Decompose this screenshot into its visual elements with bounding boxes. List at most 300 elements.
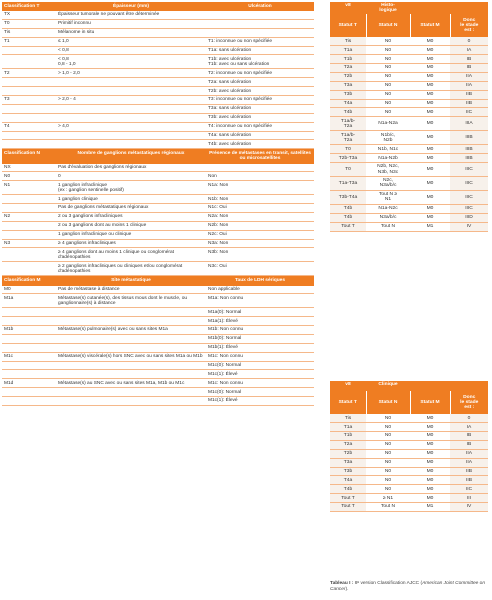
histo-cell: N1b/c, N2b [366, 131, 410, 145]
histo-cell: M0 [410, 46, 450, 55]
histo-row [330, 177, 488, 191]
histo-cell: N0 [366, 37, 410, 45]
n-cell: N1b: Non [206, 195, 314, 204]
n-cell: 1 ganglion infraclinique (ex : ganglion sentinelle positif) [56, 181, 206, 195]
t-cell [56, 131, 206, 140]
m-row [2, 308, 314, 317]
t-cell [206, 11, 314, 19]
histo-cell: IIIC [450, 204, 488, 213]
m-cell [56, 388, 206, 397]
m-cell [56, 397, 206, 406]
histo-row [330, 46, 488, 55]
t-cell: T4: inconnue ou non spécifiée [206, 122, 314, 131]
clin-cell: M0 [410, 423, 450, 432]
m-cell: M1b: Non connu [206, 326, 314, 335]
clin-cell: 0 [450, 414, 488, 422]
m-cell: Métastase(s) au SNC avec ou sans sites M1a, M1b ou M1c [56, 379, 206, 388]
n-cell [2, 204, 56, 213]
histo-cell: IIIB [450, 154, 488, 163]
m-header-cell: Site métastatique [56, 276, 206, 285]
n-cell [2, 195, 56, 204]
n-cell [2, 262, 56, 276]
clin-cell: M1 [410, 503, 450, 512]
n-cell: N2a: Non [206, 212, 314, 221]
histo-cell: M0 [410, 55, 450, 64]
histo-cell: N0 [366, 46, 410, 55]
n-cell: N3a: Non [206, 239, 314, 248]
histo-cell: T3a [330, 81, 366, 90]
clin-cell: IV [450, 503, 488, 512]
clin-cell: M0 [410, 449, 450, 458]
histo-cell: T4a [330, 99, 366, 108]
m-cell: M1b(0): Normal [206, 334, 314, 343]
n-cell: N1 [2, 181, 56, 195]
histo-cell: T1a/b- T2a [330, 131, 366, 145]
histo-title-cell: v8 [330, 2, 366, 14]
t-cell: T0 [2, 19, 56, 28]
histo-row [330, 222, 488, 231]
histo-cell: Tout T [330, 222, 366, 231]
t-row [2, 46, 314, 55]
m-cell [56, 308, 206, 317]
clin-cell: IIA [450, 449, 488, 458]
histo-row [330, 163, 488, 177]
histo-cell: IIIA [450, 117, 488, 131]
histo-cell: M0 [410, 90, 450, 99]
t-cell [56, 78, 206, 87]
t-cell [206, 19, 314, 28]
n-header-cell: Classification N [2, 149, 56, 163]
histo-cell: M0 [410, 117, 450, 131]
clin-row [330, 494, 488, 503]
m-header-cell: Classification M [2, 276, 56, 285]
histo-cell: N1a-N2a [366, 117, 410, 131]
m-cell [56, 370, 206, 379]
histo-cell: T2b-T3a [330, 154, 366, 163]
t-header-cell: Classification T [2, 2, 56, 11]
t-cell [2, 131, 56, 140]
histo-row [330, 154, 488, 163]
t-row [2, 78, 314, 87]
histo-cell: N0 [366, 99, 410, 108]
clin-cell: T3a [330, 458, 366, 467]
clin-cell: IIB [450, 476, 488, 485]
m-header-row [2, 276, 314, 285]
m-cell [56, 334, 206, 343]
t-cell [56, 104, 206, 113]
n-row [2, 181, 314, 195]
clin-cell: IIB [450, 467, 488, 476]
clin-cell: M0 [410, 414, 450, 422]
histo-cell: T4b [330, 213, 366, 222]
histo-cell: M0 [410, 145, 450, 154]
histo-cell: T1a-T3a [330, 177, 366, 191]
clin-header-row [330, 391, 488, 414]
m-cell: M1c: Non connu [206, 352, 314, 361]
histo-cell: Tout N ≥ N1 [366, 190, 410, 204]
m-row [2, 397, 314, 406]
histo-cell: IIID [450, 213, 488, 222]
m-row [2, 326, 314, 335]
t-cell: > 2,0 - 4 [56, 96, 206, 105]
t-cell: T3 [2, 96, 56, 105]
clin-cell: M0 [410, 485, 450, 494]
histo-cell: IIIC [450, 163, 488, 177]
t-cell: T2a: sans ulcération [206, 78, 314, 87]
n-cell: N3 [2, 239, 56, 248]
histo-row [330, 145, 488, 154]
clinical-staging-table [330, 381, 488, 512]
clin-cell: M0 [410, 440, 450, 449]
n-row [2, 195, 314, 204]
m-cell [2, 370, 56, 379]
histo-row [330, 213, 488, 222]
t-cell: T4a: sans ulcération [206, 131, 314, 140]
n-cell [2, 248, 56, 262]
histo-row [330, 117, 488, 131]
clin-row [330, 476, 488, 485]
histo-cell: T1b [330, 55, 366, 64]
n-cell: Non [206, 172, 314, 181]
clin-row [330, 458, 488, 467]
histo-cell: N1a-N2b [366, 154, 410, 163]
m-cell [2, 361, 56, 370]
n-cell [2, 221, 56, 230]
clin-header-cell: Statut N [366, 391, 410, 414]
m-cell [56, 317, 206, 326]
t-cell: Primitif inconnu [56, 19, 206, 28]
histo-cell: N2b, N2c, N3b, N3c [366, 163, 410, 177]
clin-cell: T1a [330, 423, 366, 432]
clin-cell: M0 [410, 476, 450, 485]
t-cell: T2 [2, 69, 56, 78]
m-cell [2, 308, 56, 317]
histo-cell: N1a-N2c [366, 204, 410, 213]
histo-cell: T3b [330, 90, 366, 99]
caption-text: 8ᵉ version Classification AJCC ( [353, 581, 423, 586]
t-row [2, 28, 314, 37]
n-cell: ≥ 2 ganglions infracliniques ou cliniques et/ou conglomérat d'adénopathies [56, 262, 206, 276]
clin-cell: N0 [366, 467, 410, 476]
clin-cell: M0 [410, 494, 450, 503]
t-header-cell: Épaisseur (mm) [56, 2, 206, 11]
t-cell: ≤ 1,0 [56, 37, 206, 46]
histo-cell: M0 [410, 64, 450, 73]
t-cell: T4 [2, 122, 56, 131]
n-cell: ≥ 4 ganglions dont au moins 1 clinique ou conglomérat d'adénopathies [56, 248, 206, 262]
clin-cell: T2b [330, 449, 366, 458]
t-cell: T1a: sans ulcération [206, 46, 314, 55]
t-cell [2, 113, 56, 122]
m-cell [2, 317, 56, 326]
n-row [2, 248, 314, 262]
histo-cell: M0 [410, 190, 450, 204]
m-cell: M1c(0): Normal [206, 361, 314, 370]
m-cell [2, 388, 56, 397]
clin-row [330, 449, 488, 458]
t-row [2, 131, 314, 140]
n-cell: Pas de ganglions métastatiques régionaux [56, 204, 206, 213]
histo-cell: N0 [366, 81, 410, 90]
histo-cell: IIIC [450, 190, 488, 204]
histo-row [330, 72, 488, 81]
n-row [2, 221, 314, 230]
n-cell [206, 164, 314, 172]
t-cell: Épaisseur tumorale ne pouvant être déterminée [56, 11, 206, 19]
caption-end: ). [345, 587, 349, 592]
histo-header-row [330, 14, 488, 37]
clin-row [330, 467, 488, 476]
histo-cell: N2c, N3a/b/c [366, 177, 410, 191]
clin-cell: IA [450, 423, 488, 432]
t-cell: Mélanome in situ [56, 28, 206, 37]
clin-cell: Tout N [366, 503, 410, 512]
t-cell [206, 28, 314, 37]
clin-header-cell: Donc le stade est : [450, 391, 488, 414]
histo-cell: T0 [330, 145, 366, 154]
clin-cell: IB [450, 432, 488, 441]
t-classification-table [2, 2, 314, 149]
n-classification-table [2, 149, 314, 276]
clin-cell: M0 [410, 432, 450, 441]
m-row [2, 334, 314, 343]
t-row [2, 122, 314, 131]
clin-cell: N0 [366, 458, 410, 467]
t-row [2, 104, 314, 113]
histo-cell: IIB [450, 99, 488, 108]
histo-cell: N3a/b/c [366, 213, 410, 222]
t-cell [2, 55, 56, 69]
n-header-row [2, 149, 314, 163]
histo-row [330, 99, 488, 108]
n-cell: N2b: Non [206, 221, 314, 230]
n-cell: 2 ou 3 ganglions infracliniques [56, 212, 206, 221]
histo-cell: IIIB [450, 145, 488, 154]
t-cell [56, 87, 206, 96]
histo-header-cell: Statut N [366, 14, 410, 37]
n-cell: N3c: Oui [206, 262, 314, 276]
clin-title-row [330, 381, 488, 391]
t-cell [56, 140, 206, 149]
histo-cell: 0 [450, 37, 488, 45]
n-cell: Pas d'évaluation des ganglions régionaux [56, 164, 206, 172]
histo-cell: IIB [450, 90, 488, 99]
histo-cell: M1 [410, 222, 450, 231]
clin-cell: N0 [366, 476, 410, 485]
m-cell: M1c(0): Normal [206, 388, 314, 397]
m-cell: Non applicable [206, 286, 314, 294]
histo-row [330, 108, 488, 117]
t-row [2, 55, 314, 69]
m-cell: Métastase(s) cutanée(s), des tissus mous dont le muscle, ou ganglionnaire(s) à distance [56, 294, 206, 308]
histo-cell: T0 [330, 163, 366, 177]
histo-cell: T4b [330, 108, 366, 117]
clin-title-cell: v8 [330, 381, 366, 391]
t-cell: TX [2, 11, 56, 19]
t-cell [2, 46, 56, 55]
clin-title-cell [410, 381, 450, 391]
n-cell: 1 ganglion clinique [56, 195, 206, 204]
table-caption [330, 581, 490, 593]
histo-title-cell: Histo- logique [366, 2, 410, 14]
clin-cell: Tout T [330, 494, 366, 503]
m-row [2, 294, 314, 308]
m-cell: M1b(1): Élevé [206, 343, 314, 352]
clin-cell: T2a [330, 440, 366, 449]
clin-cell: M0 [410, 467, 450, 476]
histo-cell: T1a [330, 46, 366, 55]
histo-row [330, 131, 488, 145]
clin-cell: T4a [330, 476, 366, 485]
histo-cell: Tout N [366, 222, 410, 231]
t-row [2, 37, 314, 46]
m-cell [2, 397, 56, 406]
histo-cell: M0 [410, 163, 450, 177]
t-header-row [2, 2, 314, 11]
clin-row [330, 432, 488, 441]
clin-cell: T3b [330, 467, 366, 476]
t-row [2, 87, 314, 96]
m-cell: Pas de métastase à distance [56, 286, 206, 294]
n-cell: N2 [2, 212, 56, 221]
histo-header-cell: Statut M [410, 14, 450, 37]
clin-cell: M0 [410, 458, 450, 467]
histo-cell: T2b [330, 72, 366, 81]
histo-cell: IV [450, 222, 488, 231]
t-cell: > 4,0 [56, 122, 206, 131]
histo-row [330, 64, 488, 73]
clin-cell: N0 [366, 414, 410, 422]
histo-row [330, 81, 488, 90]
clin-row [330, 440, 488, 449]
clin-row [330, 414, 488, 422]
t-cell: T1 [2, 37, 56, 46]
m-cell: M1d [2, 379, 56, 388]
histo-header-cell: Statut T [330, 14, 366, 37]
t-cell: < 0,8 0,8 - 1,0 [56, 55, 206, 69]
m-row [2, 379, 314, 388]
histo-cell: M0 [410, 213, 450, 222]
t-header-cell: Ulcération [206, 2, 314, 11]
m-row [2, 343, 314, 352]
clin-cell: ≥ N1 [366, 494, 410, 503]
t-row [2, 113, 314, 122]
n-cell: N1a: Non [206, 181, 314, 195]
m-cell: M1a: Non connu [206, 294, 314, 308]
m-cell: Métastase(s) pulmonaire(s) avec ou sans sites M1a [56, 326, 206, 335]
clin-cell: N0 [366, 485, 410, 494]
clin-row [330, 503, 488, 512]
histo-cell: N0 [366, 90, 410, 99]
n-row [2, 172, 314, 181]
m-row [2, 286, 314, 294]
histo-title-row [330, 2, 488, 14]
histo-cell: IIIC [450, 177, 488, 191]
t-row [2, 19, 314, 28]
histo-cell: IIIB [450, 131, 488, 145]
histo-cell: IIA [450, 81, 488, 90]
n-cell: 0 [56, 172, 206, 181]
histo-cell: M0 [410, 99, 450, 108]
m-cell [56, 343, 206, 352]
n-row [2, 204, 314, 213]
m-cell: Métastase(s) viscérale(s) hors SNC avec ou sans sites M1a ou M1b [56, 352, 206, 361]
histo-row [330, 90, 488, 99]
classification-panel [2, 2, 314, 406]
m-cell: M1c(1): Élevé [206, 397, 314, 406]
t-cell [2, 87, 56, 96]
n-cell: 1 ganglion infraclinique ou clinique [56, 230, 206, 239]
histo-cell: M0 [410, 72, 450, 81]
m-row [2, 317, 314, 326]
t-row [2, 140, 314, 149]
clin-title-cell: Clinique [366, 381, 410, 391]
m-row [2, 352, 314, 361]
histo-title-cell [410, 2, 450, 14]
clin-row [330, 423, 488, 432]
t-cell [56, 113, 206, 122]
histo-cell: M0 [410, 37, 450, 45]
t-cell: T3b: avec ulcération [206, 113, 314, 122]
histo-cell: M0 [410, 81, 450, 90]
t-cell: > 1,0 - 2,0 [56, 69, 206, 78]
t-cell [2, 140, 56, 149]
n-row [2, 164, 314, 172]
histo-cell: M0 [410, 177, 450, 191]
t-cell [2, 78, 56, 87]
histo-cell: IIA [450, 72, 488, 81]
histo-row [330, 55, 488, 64]
n-header-cell: Nombre de ganglions métastatiques régionaux [56, 149, 206, 163]
m-cell: M1b [2, 326, 56, 335]
histo-cell: T3b-T4a [330, 190, 366, 204]
clin-row [330, 485, 488, 494]
histologic-staging-table [330, 2, 488, 232]
clin-cell: IIC [450, 485, 488, 494]
histo-row [330, 190, 488, 204]
m-cell: M0 [2, 286, 56, 294]
m-classification-table [2, 276, 314, 406]
n-cell: NX [2, 164, 56, 172]
t-row [2, 96, 314, 105]
histo-title-cell [450, 2, 488, 14]
t-cell: T4b: avec ulcération [206, 140, 314, 149]
n-row [2, 262, 314, 276]
clin-header-cell: Statut M [410, 391, 450, 414]
n-row [2, 230, 314, 239]
caption-source: American Joint Committee on Cancer [330, 581, 485, 592]
m-row [2, 370, 314, 379]
clin-cell: III [450, 494, 488, 503]
t-cell: T2b: avec ulcération [206, 87, 314, 96]
histo-cell: N1b, N1c [366, 145, 410, 154]
clin-cell: N0 [366, 449, 410, 458]
histo-cell: IB [450, 55, 488, 64]
clin-header-cell: Statut T [330, 391, 366, 414]
histo-cell: N0 [366, 64, 410, 73]
n-cell: ≥ 4 ganglions infracliniques [56, 239, 206, 248]
histo-cell: M0 [410, 131, 450, 145]
histo-cell: IB [450, 64, 488, 73]
clin-cell: N0 [366, 440, 410, 449]
histo-cell: M0 [410, 204, 450, 213]
n-cell: N1c: Oui [206, 204, 314, 213]
t-cell: Tis [2, 28, 56, 37]
clin-cell: T1b [330, 432, 366, 441]
clin-cell: N0 [366, 423, 410, 432]
clin-cell: Tout T [330, 503, 366, 512]
n-row [2, 239, 314, 248]
